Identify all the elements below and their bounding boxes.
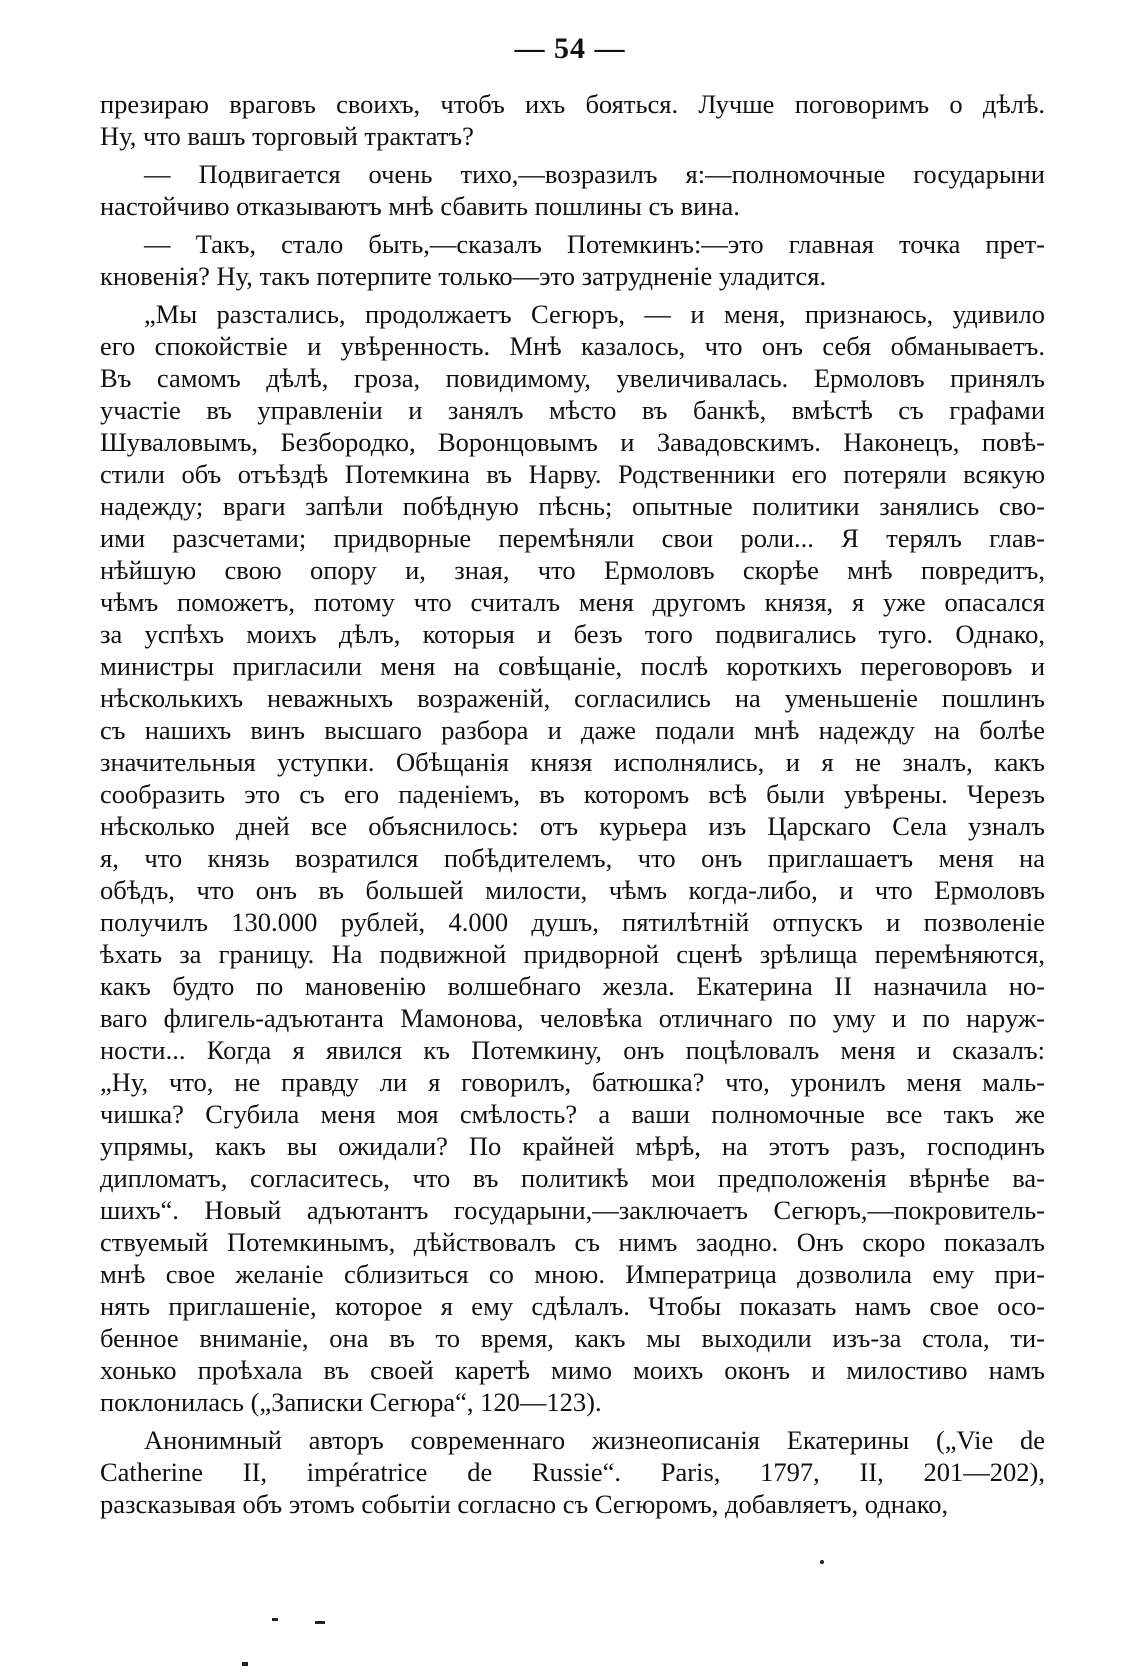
text-line: ности... Когда я явился къ Потемкину, онъ поцѣловалъ меня и сказалъ: xyxy=(100,1035,1045,1065)
text-line: Catherine II, impératrice de Russie“. Paris, 1797, II, 201—202), xyxy=(100,1457,1045,1487)
text-line: нѣсколько дней все объяснилось: отъ курьера изъ Царскаго Села узналъ xyxy=(100,811,1045,841)
scan-speck xyxy=(242,1662,248,1666)
text-line: сообразить это съ его паденіемъ, въ которомъ всѣ были увѣрены. Черезъ xyxy=(100,779,1045,809)
text-line: мнѣ свое желаніе сблизиться со мною. Императрица дозволила ему при- xyxy=(100,1259,1045,1289)
text-line: за успѣхъ моихъ дѣлъ, которыя и безъ того подвигались туго. Однако, xyxy=(100,619,1045,649)
text-line: Ну, что вашъ торговый трактатъ? xyxy=(100,121,474,151)
text-line: ваго флигель-адъютанта Мамонова, человѣка отличнаго по уму и по наруж- xyxy=(100,1003,1045,1033)
text-line: бенное вниманіе, она въ то время, какъ мы выходили изъ-за стола, ти- xyxy=(100,1323,1045,1353)
paragraph xyxy=(100,228,1045,292)
scan-speck xyxy=(272,1618,278,1621)
text-line: его спокойствіе и увѣренность. Мнѣ казалось, что онъ себя обманываетъ. xyxy=(100,331,1045,361)
paragraph xyxy=(100,298,1045,1418)
text-line: надежду; враги запѣли побѣдную пѣснь; опытные политики занялись сво- xyxy=(100,491,1045,521)
text-line: поклонилась („Записки Сегюра“, 120—123). xyxy=(100,1387,602,1417)
text-line: съ нашихъ винъ высшаго разбора и даже подали мнѣ надежду на болѣе xyxy=(100,715,1045,745)
text-line: нѣсколькихъ неважныхъ возраженій, согласились на уменьшеніе пошлинъ xyxy=(100,683,1045,713)
text-line: обѣдъ, что онъ въ большей милости, чѣмъ когда-либо, и что Ермоловъ xyxy=(100,875,1045,905)
text-line: Анонимный авторъ современнаго жизнеописанія Екатерины („Vie de xyxy=(144,1425,1045,1455)
body-text xyxy=(100,88,1045,1520)
paragraph xyxy=(100,88,1045,152)
text-line: настойчиво отказываютъ мнѣ сбавить пошлины съ вина. xyxy=(100,191,740,221)
text-line: — Такъ, стало быть,—сказалъ Потемкинъ:—это главная точка прет- xyxy=(144,229,1045,259)
text-line: участіе въ управленіи и занялъ мѣсто въ банкѣ, вмѣстѣ съ графами xyxy=(100,395,1045,425)
text-line: „Мы разстались, продолжаетъ Сегюръ, — и меня, признаюсь, удивило xyxy=(144,299,1045,329)
text-line: упрямы, какъ вы ожидали? По крайней мѣрѣ, на этотъ разъ, господинъ xyxy=(100,1131,1045,1161)
paragraph xyxy=(100,158,1045,222)
text-line: нять приглашеніе, которое я ему сдѣлалъ. Чтобы показать намъ свое осо- xyxy=(100,1291,1045,1321)
text-line: я, что князь возратился побѣдителемъ, что онъ приглашаетъ меня на xyxy=(100,843,1045,873)
scan-speck xyxy=(820,1560,824,1564)
text-line: ствуемый Потемкинымъ, дѣйствовалъ съ нимъ заодно. Онъ скоро показалъ xyxy=(100,1227,1045,1257)
text-line: значительныя уступки. Обѣщанія князя исполнялись, и я не зналъ, какъ xyxy=(100,747,1045,777)
text-line: получилъ 130.000 рублей, 4.000 душъ, пятилѣтній отпускъ и позволеніе xyxy=(100,907,1045,937)
scan-speck xyxy=(315,1621,325,1624)
text-line: ими разсчетами; придворные перемѣняли свои роли... Я терялъ глав- xyxy=(100,523,1045,553)
text-line: шихъ“. Новый адъютантъ государыни,—заключаетъ Сегюръ,—покровитель- xyxy=(100,1195,1045,1225)
page-number: — 54 — xyxy=(514,32,626,65)
text-line: хонько проѣхала въ своей каретѣ мимо моихъ оконъ и милостиво намъ xyxy=(100,1355,1045,1385)
text-line: стили объ отъѣздѣ Потемкина въ Нарву. Родственники его потеряли всякую xyxy=(100,459,1045,489)
text-line: Въ самомъ дѣлѣ, гроза, повидимому, увеличивалась. Ермоловъ принялъ xyxy=(100,363,1045,393)
text-line: „Ну, что, не правду ли я говорилъ, батюшка? что, уронилъ меня маль- xyxy=(100,1067,1045,1097)
text-line: чишка? Сгубила меня моя смѣлость? а ваши полномочные все такъ же xyxy=(100,1099,1045,1129)
text-line: Шуваловымъ, Безбородко, Воронцовымъ и Завадовскимъ. Наконецъ, повѣ- xyxy=(100,427,1045,457)
text-line: нѣйшую свою опору и, зная, что Ермоловъ скорѣе мнѣ повредитъ, xyxy=(100,555,1045,585)
text-line: чѣмъ поможетъ, потому что считалъ меня другомъ князя, я уже опасался xyxy=(100,587,1045,617)
text-line: министры пригласили меня на совѣщаніе, послѣ короткихъ переговоровъ и xyxy=(100,651,1045,681)
text-line: ѣхать за границу. На подвижной придворной сценѣ зрѣлища перемѣняются, xyxy=(100,939,1045,969)
text-line: какъ будто по мановенію волшебнаго жезла. Екатерина II назначила но- xyxy=(100,971,1045,1001)
text-line: — Подвигается очень тихо,—возразилъ я:—полномочные государыни xyxy=(144,159,1045,189)
text-line: кновенія? Ну, такъ потерпите только—это затрудненіе уладится. xyxy=(100,261,827,291)
paragraph xyxy=(100,1424,1045,1520)
text-line: разсказывая объ этомъ событіи согласно съ Сегюромъ, добавляетъ, однако, xyxy=(100,1489,949,1519)
text-line: дипломатъ, согласитесь, что въ политикѣ мои предположенія вѣрнѣе ва- xyxy=(100,1163,1045,1193)
text-line: презираю враговъ своихъ, чтобъ ихъ бояться. Лучше поговоримъ о дѣлѣ. xyxy=(100,89,1045,119)
